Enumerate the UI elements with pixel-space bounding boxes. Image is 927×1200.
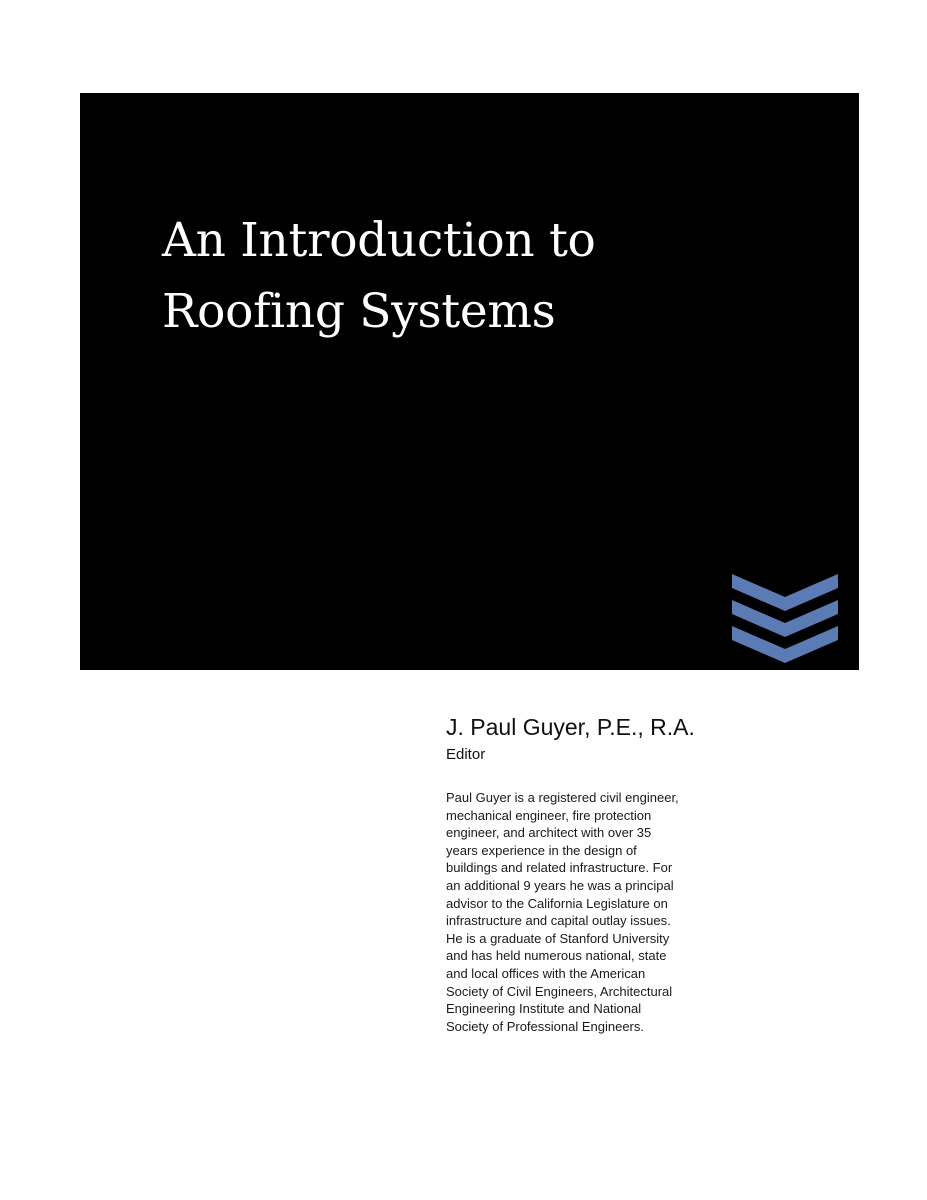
book-title-line: An Introduction to [162, 213, 596, 268]
triple-chevron-down-icon [732, 574, 838, 664]
bio-line: buildings and related infrastructure. For [446, 860, 673, 876]
bio-line: and has held numerous national, state [446, 948, 667, 964]
author-bio [446, 789, 796, 1035]
bio-line: Engineering Institute and National [446, 1001, 642, 1017]
bio-line: He is a graduate of Stanford University [446, 930, 670, 946]
bio-line: mechanical engineer, fire protection [446, 807, 652, 823]
author-name: J. Paul Guyer, P.E., R.A. [446, 714, 695, 740]
author-role: Editor [446, 746, 486, 763]
chevron-shape [732, 574, 838, 611]
bio-line: infrastructure and capital outlay issues. [446, 913, 671, 929]
bio-line: advisor to the California Legislature on [446, 895, 668, 911]
bio-line: Paul Guyer is a registered civil engineer, [446, 790, 679, 805]
bio-line: and local offices with the American [446, 965, 646, 981]
book-title [162, 205, 596, 347]
bio-line: engineer, and architect with over 35 [446, 825, 652, 841]
bio-line: years experience in the design of [446, 842, 637, 858]
bio-line: an additional 9 years he was a principal [446, 877, 674, 893]
bio-line: Society of Professional Engineers. [446, 1018, 644, 1034]
book-title-line: Roofing Systems [162, 284, 556, 339]
bio-line: Society of Civil Engineers, Architectural [446, 983, 673, 999]
cover-panel [80, 93, 859, 670]
